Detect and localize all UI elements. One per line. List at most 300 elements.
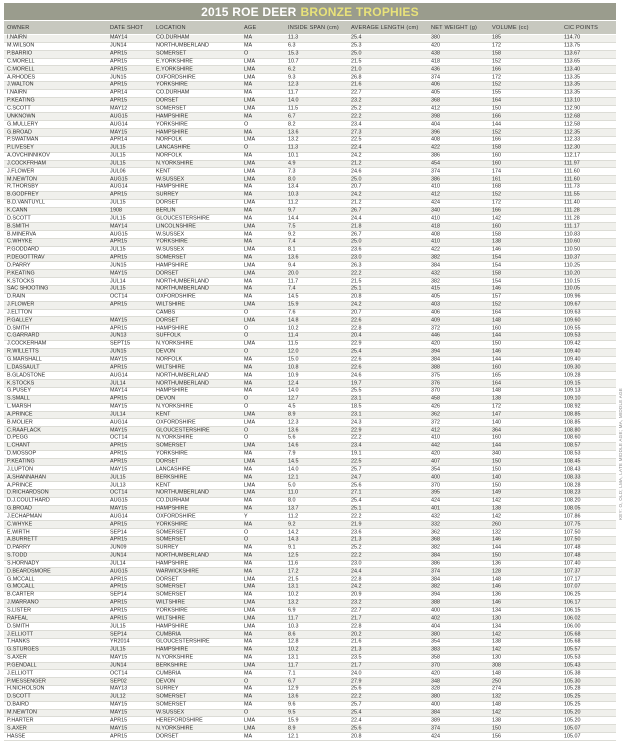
cell-date-shot: JUL15 — [110, 646, 126, 653]
cell-age: MA — [244, 254, 253, 261]
cell-cic-points: 108.45 — [564, 458, 581, 465]
cell-cic-points: 106.15 — [564, 607, 581, 614]
cell-net-weight: 388 — [431, 599, 440, 606]
cell-owner: G.STURGES — [7, 646, 39, 653]
cell-owner: E.WIRTH — [7, 528, 30, 535]
table-row — [4, 592, 616, 600]
cell-inside-span: 12.8 — [288, 638, 299, 645]
cell-average-length: 23.0 — [351, 254, 362, 261]
cell-age: MA — [244, 183, 253, 190]
cell-volume: 144 — [492, 442, 501, 449]
table-row — [4, 506, 616, 514]
cell-net-weight: 420 — [431, 450, 440, 457]
table-row — [4, 215, 616, 223]
cell-location: DORSET — [156, 199, 179, 206]
cell-location: SURREY — [156, 685, 179, 692]
cell-location: NORTHUMBERLAND — [156, 277, 209, 284]
cell-age: MA — [244, 591, 253, 598]
cell-cic-points: 107.86 — [564, 513, 581, 520]
cell-date-shot: AUG15 — [110, 175, 128, 182]
table-row — [4, 59, 616, 67]
cell-average-length: 22.2 — [351, 113, 362, 120]
cell-location: LANCASHIRE — [156, 144, 191, 151]
cell-volume: 274 — [492, 685, 501, 692]
cell-cic-points: 110.20 — [564, 270, 581, 277]
cell-inside-span: 12.3 — [288, 81, 299, 88]
cell-net-weight: 409 — [431, 317, 440, 324]
cell-average-length: 25.6 — [351, 685, 362, 692]
table-row — [4, 262, 616, 270]
cell-date-shot: APR15 — [110, 254, 128, 261]
cell-average-length: 21.2 — [351, 199, 362, 206]
table-row — [4, 208, 616, 216]
cell-owner: P.GALLEY — [7, 317, 33, 324]
cell-cic-points: 107.17 — [564, 575, 581, 582]
cell-location: SOMERSET — [156, 442, 187, 449]
cell-age: MA — [244, 207, 253, 214]
cell-owner: R.THORSBY — [7, 183, 39, 190]
cell-average-length: 24.4 — [351, 215, 362, 222]
cell-age: O — [244, 348, 249, 355]
cell-location: SOMERSET — [156, 254, 187, 261]
cell-age: LMA — [244, 262, 256, 269]
cell-age: MA — [244, 277, 253, 284]
cell-volume: 164 — [492, 309, 501, 316]
cell-inside-span: 10.3 — [288, 191, 299, 198]
cell-cic-points: 108.43 — [564, 466, 581, 473]
cell-volume: 158 — [492, 270, 501, 277]
cell-location: SOMERSET — [156, 693, 187, 700]
cell-net-weight: 395 — [431, 489, 440, 496]
cell-location: OXFORDSHIRE — [156, 419, 196, 426]
cell-location: HAMPSHIRE — [156, 387, 189, 394]
cell-location: YORKSHIRE — [156, 521, 188, 528]
cell-age: LMA — [244, 168, 256, 175]
cell-cic-points: 105.25 — [564, 701, 581, 708]
cell-volume: 142 — [492, 215, 501, 222]
cell-net-weight: 426 — [431, 403, 440, 410]
cell-net-weight: 408 — [431, 230, 440, 237]
cell-location: LANCASHIRE — [156, 466, 191, 473]
cell-volume: 158 — [492, 230, 501, 237]
cell-inside-span: 13.1 — [288, 583, 299, 590]
cell-age: MA — [244, 701, 253, 708]
cell-location: YORKSHIRE — [156, 238, 188, 245]
cell-average-length: 23.4 — [351, 121, 362, 127]
cell-age: O — [244, 144, 249, 151]
cell-inside-span: 4.9 — [288, 160, 296, 167]
cell-average-length: 25.3 — [351, 42, 362, 49]
cell-age: MA — [244, 560, 253, 567]
cell-net-weight: 408 — [431, 136, 440, 143]
cell-owner: D.SMITH — [7, 623, 30, 629]
cell-age: MA — [244, 685, 253, 692]
table-row — [4, 490, 616, 498]
cell-cic-points: 111.28 — [564, 207, 580, 214]
cell-inside-span: 7.9 — [288, 450, 296, 457]
cell-location: WARWICKSHIRE — [156, 568, 199, 575]
header-date-shot: DATE SHOT — [110, 24, 144, 31]
cell-age: MA — [244, 450, 253, 457]
cell-cic-points: 105.68 — [564, 638, 581, 645]
cell-location: HEREFORDSHIRE — [156, 717, 203, 724]
table-row — [4, 74, 616, 82]
cell-volume: 148 — [492, 701, 501, 708]
table-row — [4, 474, 616, 482]
cell-age: O — [244, 324, 249, 331]
cell-location: NORFOLK — [156, 136, 183, 143]
cell-owner: HASSE — [7, 732, 26, 739]
cell-cic-points: 106.00 — [564, 623, 581, 629]
cell-net-weight: 374 — [431, 724, 440, 731]
table-row — [4, 192, 616, 200]
cell-inside-span: 13.1 — [288, 654, 299, 661]
cell-net-weight: 386 — [431, 175, 440, 182]
cell-age: LMA — [244, 411, 256, 418]
cell-date-shot: JUL15 — [110, 473, 126, 480]
cell-location: DEVON — [156, 677, 176, 684]
cell-cic-points: 109.63 — [564, 309, 581, 316]
cell-owner: D.PARRY — [7, 544, 31, 551]
cell-cic-points: 110.83 — [564, 230, 581, 237]
cell-owner: J.LUPTON — [7, 466, 33, 473]
table-row — [4, 35, 616, 43]
cell-owner: M.WILSON — [7, 42, 35, 49]
cell-volume: 138 — [492, 638, 501, 645]
cell-cic-points: 111.73 — [564, 183, 580, 190]
cell-age: MA — [244, 466, 253, 473]
cell-net-weight: 372 — [431, 419, 440, 426]
cell-inside-span: 11.7 — [288, 277, 299, 284]
table-row — [4, 66, 616, 74]
cell-average-length: 23.5 — [351, 654, 362, 661]
cell-volume: 132 — [492, 693, 501, 700]
cell-average-length: 25.7 — [351, 466, 362, 473]
cell-inside-span: 8.6 — [288, 630, 296, 637]
cell-age: O — [244, 434, 249, 441]
table-row — [4, 278, 616, 286]
cell-net-weight: 432 — [431, 513, 440, 520]
cell-location: CO.DURHAM — [156, 497, 190, 504]
cell-owner: C.MORELL — [7, 58, 35, 65]
cell-owner: C.WHYKE — [7, 238, 33, 245]
cell-date-shot: MAY15 — [110, 724, 128, 731]
cell-inside-span: 11.7 — [288, 615, 299, 622]
cell-inside-span: 8.2 — [288, 121, 296, 127]
cell-inside-span: 8.9 — [288, 411, 296, 418]
cell-date-shot: JUL12 — [110, 693, 126, 700]
cell-age: MA — [244, 238, 253, 245]
cell-average-length: 20.2 — [351, 630, 362, 637]
cell-date-shot: APR15 — [110, 58, 128, 65]
cell-net-weight: 412 — [431, 191, 440, 198]
cell-owner: B.CARTER — [7, 591, 35, 598]
cell-average-length: 22.5 — [351, 458, 362, 465]
cell-net-weight: 424 — [431, 199, 440, 206]
cell-location: BERLIN — [156, 207, 176, 214]
cell-age: LMA — [244, 301, 256, 308]
cell-inside-span: 6.2 — [288, 66, 296, 73]
cell-net-weight: 418 — [431, 58, 440, 65]
cell-inside-span: 12.7 — [288, 395, 299, 402]
cell-cic-points: 112.33 — [564, 136, 581, 143]
cell-location: HAMPSHIRE — [156, 183, 189, 190]
cell-age: MA — [244, 285, 253, 292]
cell-location: WILTSHIRE — [156, 301, 185, 308]
cell-age: LMA — [244, 615, 256, 622]
cell-cic-points: 109.67 — [564, 301, 581, 308]
cell-volume: 142 — [492, 630, 501, 637]
cell-age: LMA — [244, 442, 256, 449]
cell-age: LMA — [244, 66, 256, 73]
cell-date-shot: JUL15 — [110, 285, 126, 292]
cell-volume: 148 — [492, 317, 501, 324]
cell-average-length: 22.5 — [351, 136, 362, 143]
table-row — [4, 529, 616, 537]
cell-owner: M.NEWTON — [7, 175, 37, 182]
cell-volume: 154 — [492, 277, 501, 284]
cell-inside-span: 7.4 — [288, 238, 296, 245]
table-row — [4, 380, 616, 388]
cell-age: MA — [244, 81, 253, 88]
cell-inside-span: 14.3 — [288, 536, 299, 543]
cell-volume: 142 — [492, 497, 501, 504]
table-row — [4, 153, 616, 161]
cell-average-length: 22.2 — [351, 552, 362, 559]
cell-date-shot: MAY14 — [110, 34, 128, 41]
cell-cic-points: 105.25 — [564, 693, 581, 700]
cell-owner: M.NEWTON — [7, 709, 37, 716]
cell-owner: A.PRINCE — [7, 411, 33, 418]
cell-cic-points: 108.28 — [564, 481, 581, 488]
cell-cic-points: 107.40 — [564, 560, 581, 567]
cell-cic-points: 111.40 — [564, 199, 580, 206]
cell-cic-points: 107.48 — [564, 552, 581, 559]
cell-average-length: 26.8 — [351, 73, 362, 80]
cell-net-weight: 432 — [431, 270, 440, 277]
cell-age: MA — [244, 693, 253, 700]
cell-date-shot: YR2014 — [110, 638, 130, 645]
cell-location: YORKSHIRE — [156, 607, 188, 614]
cell-date-shot: SEP14 — [110, 591, 127, 598]
cell-volume: 150 — [492, 466, 501, 473]
cell-volume: 146 — [492, 536, 501, 543]
cell-inside-span: 12.9 — [288, 685, 299, 692]
cell-net-weight: 401 — [431, 505, 440, 512]
cell-date-shot: APR15 — [110, 607, 128, 614]
header-net-weight: NET WEIGHT (g) — [431, 24, 478, 31]
table-row — [4, 553, 616, 561]
cell-date-shot: OCT14 — [110, 489, 128, 496]
table-row — [4, 310, 616, 318]
cell-date-shot: OCT14 — [110, 293, 128, 300]
cell-net-weight: 332 — [431, 521, 440, 528]
cell-owner: K.STOCKS — [7, 277, 35, 284]
cell-owner: I.NAIRN — [7, 89, 27, 96]
cell-inside-span: 13.6 — [288, 426, 299, 433]
cell-owner: A.OVCHINNIKOV — [7, 152, 50, 159]
cell-date-shot: MAY15 — [110, 403, 128, 410]
cell-average-length: 24.2 — [351, 301, 362, 308]
cell-net-weight: 446 — [431, 332, 440, 339]
cell-owner: C.GARRARD — [7, 332, 40, 339]
cell-age: LMA — [244, 607, 256, 614]
cell-inside-span: 10.7 — [288, 58, 299, 65]
cell-average-length: 22.7 — [351, 89, 362, 96]
cell-volume: 160 — [492, 222, 501, 229]
cell-owner: J.MARRANO — [7, 599, 39, 606]
cell-average-length: 21.5 — [351, 277, 362, 284]
cell-net-weight: 396 — [431, 128, 440, 135]
cell-net-weight: 403 — [431, 301, 440, 308]
cell-location: CUMBRIA — [156, 670, 181, 677]
cell-location: SOMERSET — [156, 583, 187, 590]
cell-inside-span: 11.2 — [288, 513, 299, 520]
cell-inside-span: 7.5 — [288, 222, 296, 229]
cell-average-length: 20.8 — [351, 293, 362, 300]
header-inside-span: INSIDE SPAN (cm) — [288, 24, 339, 31]
cell-location: LINCOLNSHIRE — [156, 222, 196, 229]
cell-location: HAMPSHIRE — [156, 505, 189, 512]
table-row — [4, 717, 616, 725]
cell-average-length: 25.6 — [351, 481, 362, 488]
cell-cic-points: 107.48 — [564, 544, 581, 551]
cell-average-length: 21.5 — [351, 58, 362, 65]
cell-volume: 166 — [492, 113, 501, 120]
cell-volume: 152 — [492, 191, 501, 198]
cell-cic-points: 108.20 — [564, 497, 581, 504]
cell-inside-span: 9.2 — [288, 230, 296, 237]
cell-location: HAMPSHIRE — [156, 560, 189, 567]
cell-net-weight: 370 — [431, 662, 440, 669]
cell-net-weight: 340 — [431, 207, 440, 214]
cell-average-length: 26.7 — [351, 207, 362, 214]
cell-owner: H.NICHOLSON — [7, 685, 45, 692]
cell-age: LMA — [244, 175, 256, 182]
cell-volume: 147 — [492, 411, 501, 418]
cell-inside-span: 14.2 — [288, 528, 299, 535]
cell-inside-span: 21.5 — [288, 575, 299, 582]
cell-average-length: 21.2 — [351, 160, 362, 167]
cell-location: NORTHUMBERLAND — [156, 372, 209, 378]
cell-inside-span: 15.3 — [288, 50, 299, 57]
table-row — [4, 113, 616, 121]
cell-net-weight: 374 — [431, 168, 440, 175]
cell-cic-points: 111.60 — [564, 175, 580, 182]
table-row — [4, 286, 616, 294]
cell-age: LMA — [244, 489, 256, 496]
cell-net-weight: 410 — [431, 183, 440, 190]
cell-owner: B.GODFREY — [7, 191, 39, 198]
table-row — [4, 615, 616, 623]
cell-average-length: 25.4 — [351, 348, 362, 355]
cell-volume: 152 — [492, 301, 501, 308]
cell-age: MA — [244, 364, 253, 371]
table-row — [4, 333, 616, 341]
cell-inside-span: 9.6 — [288, 701, 296, 708]
cell-owner: S.LISTER — [7, 607, 31, 614]
cell-inside-span: 11.3 — [288, 144, 299, 151]
cell-owner: G.BROAD — [7, 128, 32, 135]
table-row — [4, 106, 616, 114]
cell-age: MA — [244, 670, 253, 677]
cell-owner: P.KEATING — [7, 97, 35, 104]
cell-volume: 136 — [492, 591, 501, 598]
cell-age: LMA — [244, 419, 256, 426]
table-row — [4, 200, 616, 208]
cell-average-length: 22.6 — [351, 364, 362, 371]
cell-age: MA — [244, 230, 253, 237]
cell-owner: R.WILLETTS — [7, 348, 39, 355]
cell-owner: D.MOSSOP — [7, 450, 37, 457]
cell-inside-span: 11.3 — [288, 34, 299, 41]
cell-average-length: 25.7 — [351, 701, 362, 708]
cell-inside-span: 10.1 — [288, 152, 299, 159]
cell-inside-span: 14.0 — [288, 97, 299, 104]
cell-date-shot: JUL15 — [110, 199, 126, 206]
header-owner: OWNER — [7, 24, 30, 31]
cell-cic-points: 107.37 — [564, 568, 581, 575]
cell-owner: D.PARRY — [7, 262, 31, 269]
cell-location: DORSET — [156, 732, 179, 739]
cell-date-shot: OCT14 — [110, 670, 128, 677]
cell-date-shot: MAY15 — [110, 466, 128, 473]
cell-net-weight: 370 — [431, 481, 440, 488]
cell-inside-span: 12.5 — [288, 552, 299, 559]
table-row — [4, 451, 616, 459]
cell-location: DORSET — [156, 575, 179, 582]
cell-cic-points: 108.85 — [564, 419, 581, 426]
cell-date-shot: APR15 — [110, 364, 128, 371]
cell-owner: J.FLOWER — [7, 301, 35, 308]
cell-date-shot: MAY14 — [110, 387, 128, 394]
table-row — [4, 686, 616, 694]
cell-date-shot: APR15 — [110, 521, 128, 528]
cell-volume: 150 — [492, 552, 501, 559]
cell-cic-points: 108.92 — [564, 403, 581, 410]
cell-net-weight: 383 — [431, 646, 440, 653]
cell-age: LMA — [244, 105, 256, 112]
cell-inside-span: 11.4 — [288, 332, 299, 339]
cell-owner: C.SCOTT — [7, 105, 31, 112]
cell-inside-span: 9.5 — [288, 709, 296, 716]
cell-date-shot: MAY15 — [110, 128, 128, 135]
cell-volume: 150 — [492, 105, 501, 112]
cell-owner: J.ELLIOTT — [7, 630, 34, 637]
cell-date-shot: MAY15 — [110, 426, 128, 433]
cell-location: KENT — [156, 481, 171, 488]
cell-net-weight: 420 — [431, 670, 440, 677]
cell-cic-points: 109.96 — [564, 293, 581, 300]
cell-inside-span: 13.6 — [288, 254, 299, 261]
table-row — [4, 349, 616, 357]
cell-cic-points: 109.42 — [564, 340, 581, 347]
cell-cic-points: 109.13 — [564, 387, 581, 394]
cell-volume: 172 — [492, 199, 501, 206]
table-row — [4, 459, 616, 467]
cell-age: MA — [244, 732, 253, 739]
table-row — [4, 513, 616, 521]
table-row — [4, 325, 616, 333]
table-row — [4, 521, 616, 529]
cell-age: LMA — [244, 662, 256, 669]
cell-volume: 150 — [492, 481, 501, 488]
cell-net-weight: 404 — [431, 121, 440, 127]
cell-net-weight: 400 — [431, 473, 440, 480]
cell-location: W.SUSSEX — [156, 246, 185, 253]
cell-date-shot: AUG15 — [110, 568, 128, 575]
table-row — [4, 231, 616, 239]
